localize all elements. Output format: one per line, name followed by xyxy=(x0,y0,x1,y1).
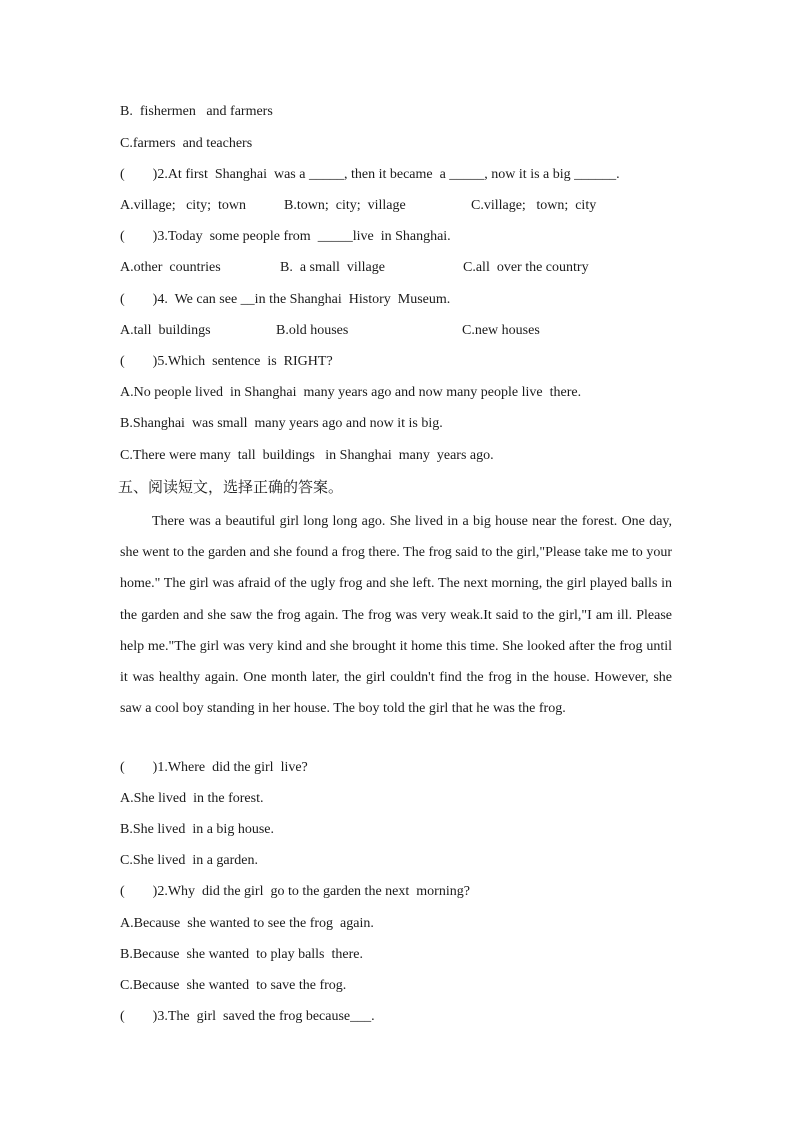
s5-q2-stem: ( )2.Why did the girl go to the garden the next morning? xyxy=(120,884,470,899)
s4-q3-option-a: A.other countries xyxy=(120,260,221,275)
s4-q5-stem: ( )5.Which sentence is RIGHT? xyxy=(120,354,333,369)
section5-heading: 五、阅读短文，选择正确的答案。 xyxy=(118,478,344,496)
s4-q4-option-a: A.tall buildings xyxy=(120,323,211,338)
s5-q2-option-b: B.Because she wanted to play balls there. xyxy=(120,947,363,962)
s5-q1-stem: ( )1.Where did the girl live? xyxy=(120,760,308,775)
s4-q3-stem: ( )3.Today some people from _____live in Shanghai. xyxy=(120,229,451,244)
s4-q4-option-c: C.new houses xyxy=(462,323,540,338)
s4-q3-option-b: B. a small village xyxy=(280,260,385,275)
s4-q3-option-c: C.all over the country xyxy=(463,260,589,275)
s5-q1-option-c: C.She lived in a garden. xyxy=(120,853,259,868)
s4-q5-option-a: A.No people lived in Shanghai many years ago and now many people live there. xyxy=(120,385,582,400)
reading-passage: There was a beautiful girl long long ago. She lived in a big house near the forest. One day, she went to the garden and she found a frog there. The frog said to the girl,"Please take me to your home." The girl was afraid of the ugly frog and she left. The next morning, the girl played balls in the garden and she saw the frog again. The frog was very weak.It said to the girl,"I am ill. Please help me."The girl was very kind and she brought it home this time. She looked after the frog until it was healthy again. One month later, the girl couldn't find the frog in the house. However, she saw a cool boy standing in her house. The boy told the girl that he was the frog. xyxy=(120,514,672,717)
s5-q2-option-c: C.Because she wanted to save the frog. xyxy=(120,978,347,993)
s4-q1-option-b: B. fishermen and farmers xyxy=(120,104,273,119)
s5-q1-option-b: B.She lived in a big house. xyxy=(120,822,274,837)
s5-q3-stem: ( )3.The girl saved the frog because___. xyxy=(120,1009,375,1024)
s4-q5-option-c: C.There were many tall buildings in Shanghai many years ago. xyxy=(120,448,494,463)
s5-q2-option-a: A.Because she wanted to see the frog again. xyxy=(120,916,374,931)
s4-q5-option-b: B.Shanghai was small many years ago and now it is big. xyxy=(120,416,443,431)
s4-q2-option-b: B.town; city; village xyxy=(284,198,406,213)
s4-q4-stem: ( )4. We can see __in the Shanghai History Museum. xyxy=(120,292,451,307)
s4-q4-option-b: B.old houses xyxy=(276,323,349,338)
s5-q1-option-a: A.She lived in the forest. xyxy=(120,791,264,806)
s4-q2-option-a: A.village; city; town xyxy=(120,198,246,213)
s4-q2-stem: ( )2.At first Shanghai was a _____, then it became a _____, now it is a big ______. xyxy=(120,167,620,182)
s4-q1-option-c: C.farmers and teachers xyxy=(120,136,253,151)
s4-q2-option-c: C.village; town; city xyxy=(471,198,597,213)
